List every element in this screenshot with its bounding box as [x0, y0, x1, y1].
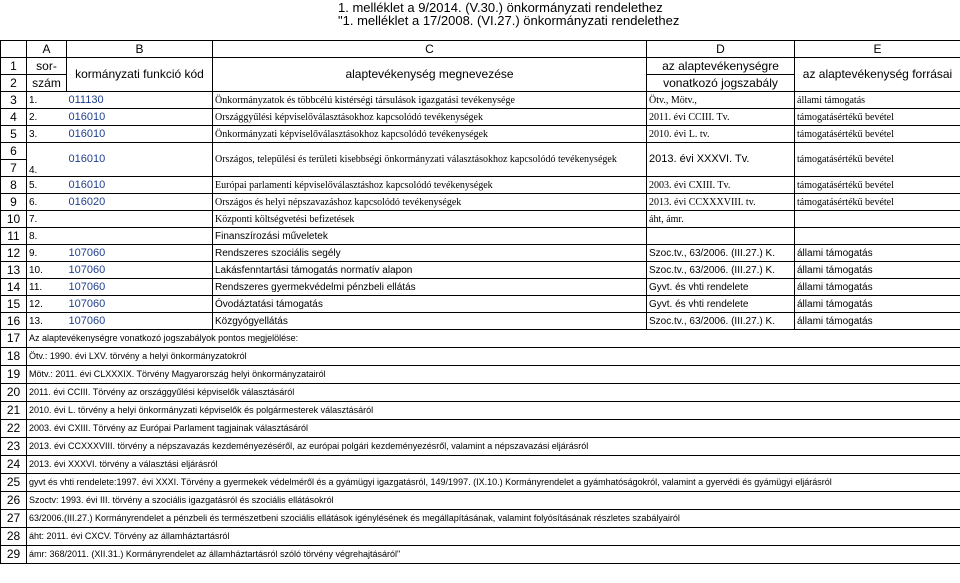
row-number: 27 [1, 510, 27, 528]
row-number: 28 [1, 528, 27, 546]
table-row [1, 177, 960, 194]
row-number: 17 [1, 330, 27, 348]
activity-name: Lakásfenntartási támogatás normatív alapon [213, 262, 647, 279]
item-number: 12. [27, 296, 67, 313]
law-reference: Szoc.tv., 63/2006. (III.27.) K. [647, 245, 795, 262]
row-number: 11 [1, 228, 27, 245]
item-number: 11. [27, 279, 67, 296]
table-row [1, 245, 960, 262]
row-number: 24 [1, 456, 27, 474]
note-text: 2013. évi XXXVI. törvény a választási eljárásról [27, 456, 960, 474]
function-code: 016010 [67, 126, 213, 143]
note-row [1, 474, 960, 492]
header-rownum-line-1: sor- [27, 58, 67, 75]
funding-source: támogatásértékű bevétel [795, 194, 960, 211]
row-number: 18 [1, 348, 27, 366]
row-number: 8 [1, 177, 27, 194]
funding-source: állami támogatás [795, 92, 960, 109]
funding-source: állami támogatás [795, 279, 960, 296]
table-row [1, 313, 960, 330]
column-letter-row [1, 41, 960, 58]
row-number: 14 [1, 279, 27, 296]
header-function-code: kormányzati funkció kód [67, 58, 213, 92]
note-row [1, 492, 960, 510]
note-text: Szoctv: 1993. évi III. törvény a szociális igazgatásról és szociális ellátásokról [27, 492, 960, 510]
row-number: 5 [1, 126, 27, 143]
note-row [1, 402, 960, 420]
row-number [1, 41, 27, 58]
funding-source: állami támogatás [795, 245, 960, 262]
law-reference: 2003. évi CXIII. Tv. [647, 177, 795, 194]
function-code: 016020 [67, 194, 213, 211]
column-letter-c: C [213, 41, 647, 58]
row-number: 7 [1, 160, 27, 177]
note-text: Mötv.: 2011. évi CLXXXIX. Törvény Magyarország helyi önkormányzatairól [27, 366, 960, 384]
row-number: 10 [1, 211, 27, 228]
item-number: 7. [27, 211, 67, 228]
funding-source [795, 228, 960, 245]
note-row [1, 330, 960, 348]
note-row [1, 510, 960, 528]
note-row [1, 348, 960, 366]
activity-name: Finanszírozási műveletek [213, 228, 647, 245]
note-text: 2003. évi CXIII. Törvény az Európai Parlament tagjainak választásáról [27, 420, 960, 438]
row-number: 25 [1, 474, 27, 492]
funding-source: állami támogatás [795, 296, 960, 313]
row-number: 23 [1, 438, 27, 456]
function-code [67, 228, 213, 245]
funding-source: támogatásértékű bevétel [795, 177, 960, 194]
table-row [1, 194, 960, 211]
note-text: ámr: 368/2011. (XII.31.) Kormányrendelet az államháztartásról szóló törvény végrehajtásáról" [27, 546, 960, 564]
note-text: 2013. évi CCXXXVIII. törvény a népszavazás kezdeményezéséről, az európai polgári kezdeményezésről, valamint a népszavazási eljárásról [27, 438, 960, 456]
item-number: 5. [27, 177, 67, 194]
activity-name: Közgyógyellátás [213, 313, 647, 330]
row-number: 19 [1, 366, 27, 384]
funding-source: állami támogatás [795, 262, 960, 279]
note-row [1, 438, 960, 456]
law-reference: 2011. évi CCIII. Tv. [647, 109, 795, 126]
header-line-2: "1. melléklet a 17/2008. (VI.27.) önkormányzati rendelethez [338, 13, 680, 28]
note-row [1, 366, 960, 384]
table-row [1, 228, 960, 245]
funding-source: támogatásértékű bevétel [795, 143, 960, 177]
function-code: 107060 [67, 262, 213, 279]
funding-source: támogatásértékű bevétel [795, 109, 960, 126]
table-row [1, 279, 960, 296]
column-letter-d: D [647, 41, 795, 58]
function-code: 107060 [67, 245, 213, 262]
header-row-1 [1, 58, 960, 75]
function-code: 016010 [67, 109, 213, 126]
row-number: 9 [1, 194, 27, 211]
row-number: 15 [1, 296, 27, 313]
header-law-line-1: az alaptevékenységre [647, 58, 795, 75]
note-row [1, 528, 960, 546]
activity-name: Központi költségvetési befizetések [213, 211, 647, 228]
column-letter-a: A [27, 41, 67, 58]
activity-table [0, 40, 960, 564]
law-reference: Gyvt. és vhti rendelete [647, 279, 795, 296]
header-activity-name: alaptevékenység megnevezése [213, 58, 647, 92]
note-text: Ötv.: 1990. évi LXV. törvény a helyi önkormányzatokról [27, 348, 960, 366]
item-number: 3. [27, 126, 67, 143]
activity-name: Rendszeres gyermekvédelmi pénzbeli ellátás [213, 279, 647, 296]
note-text: gyvt és vhti rendelete:1997. évi XXXI. Törvény a gyermekek védelméről és a gyámügyi igazgatásról, 149/1997. (IX.10.) Kormányrendelet a gyámhatóságokról, valamint a gyervédi és gyámügyi eljárásról [27, 474, 960, 492]
table-row [1, 126, 960, 143]
law-reference: 2013. évi XXXVI. Tv. [647, 143, 795, 177]
item-number: 10. [27, 262, 67, 279]
header-sources: az alaptevékenység forrásai [795, 58, 960, 92]
law-reference: Gyvt. és vhti rendelete [647, 296, 795, 313]
item-number: 8. [27, 228, 67, 245]
function-code: 016010 [67, 177, 213, 194]
row-number: 21 [1, 402, 27, 420]
note-text: Az alaptevékenységre vonatkozó jogszabályok pontos megjelölése: [27, 330, 960, 348]
function-code: 107060 [67, 296, 213, 313]
activity-name: Országos és helyi népszavazáshoz kapcsolódó tevékenységek [213, 194, 647, 211]
note-text: 63/2006.(III.27.) Kormányrendelet a pénzbeli és természetbeni szociális ellátások igénylésének és megállapításának, valamint folyósításának részletes szabályairól [27, 510, 960, 528]
table-row [1, 211, 960, 228]
function-code: 107060 [67, 313, 213, 330]
activity-name: Rendszeres szociális segély [213, 245, 647, 262]
table-row [1, 262, 960, 279]
item-number: 2. [27, 109, 67, 126]
function-code [67, 211, 213, 228]
item-number: 4. [27, 143, 67, 177]
row-number: 4 [1, 109, 27, 126]
activity-name: Országgyűlési képviselőválasztásokhoz kapcsolódó tevékenységek [213, 109, 647, 126]
activity-name: Országos, települési és területi kisebbségi önkormányzati választásokhoz kapcsolódó tevékenységek [213, 143, 647, 177]
row-number: 1 [1, 58, 27, 75]
funding-source: támogatásértékű bevétel [795, 126, 960, 143]
table-row [1, 143, 960, 160]
column-letter-e: E [795, 41, 960, 58]
row-number: 16 [1, 313, 27, 330]
row-number: 29 [1, 546, 27, 564]
row-number: 22 [1, 420, 27, 438]
table-row [1, 296, 960, 313]
item-number: 6. [27, 194, 67, 211]
row-number: 2 [1, 75, 27, 92]
activity-name: Európai parlamenti képviselőválasztáshoz kapcsolódó tevékenységek [213, 177, 647, 194]
note-text: 2011. évi CCIII. Törvény az országgyűlési képviselők választásáról [27, 384, 960, 402]
law-reference: áht, ámr. [647, 211, 795, 228]
header-law-line-2: vonatkozó jogszabály [647, 75, 795, 92]
table-row [1, 109, 960, 126]
row-number: 12 [1, 245, 27, 262]
row-number: 26 [1, 492, 27, 510]
note-text: 2010. évi L. törvény a helyi önkormányzati képviselők és polgármesterek választásáról [27, 402, 960, 420]
note-row [1, 420, 960, 438]
funding-source: állami támogatás [795, 313, 960, 330]
note-row [1, 384, 960, 402]
law-reference: 2013. évi CCXXXVIII. tv. [647, 194, 795, 211]
item-number: 1. [27, 92, 67, 109]
row-number: 20 [1, 384, 27, 402]
table-row [1, 92, 960, 109]
item-number: 9. [27, 245, 67, 262]
item-number: 13. [27, 313, 67, 330]
activity-name: Óvodáztatási támogatás [213, 296, 647, 313]
funding-source [795, 211, 960, 228]
activity-name: Önkormányzatok és többcélú kistérségi társulások igazgatási tevékenysége [213, 92, 647, 109]
header-rownum-line-2: szám [27, 75, 67, 92]
note-text: áht: 2011. évi CXCV. Törvény az államháztartásról [27, 528, 960, 546]
law-reference: Szoc.tv., 63/2006. (III.27.) K. [647, 262, 795, 279]
function-code: 016010 [67, 143, 213, 177]
law-reference [647, 228, 795, 245]
document-header [0, 0, 960, 40]
row-number: 3 [1, 92, 27, 109]
row-number: 13 [1, 262, 27, 279]
activity-name: Önkormányzati képviselőválasztásokhoz kapcsolódó tevékenységek [213, 126, 647, 143]
function-code: 011130 [67, 92, 213, 109]
row-number: 6 [1, 143, 27, 160]
note-row [1, 546, 960, 564]
law-reference: Szoc.tv., 63/2006. (III.27.) K. [647, 313, 795, 330]
function-code: 107060 [67, 279, 213, 296]
law-reference: 2010. évi L. tv. [647, 126, 795, 143]
law-reference: Ötv., Mötv., [647, 92, 795, 109]
note-row [1, 456, 960, 474]
header-line-1: 1. melléklet a 9/2014. (V.30.) önkormányzati rendelethez [338, 0, 663, 15]
column-letter-b: B [67, 41, 213, 58]
